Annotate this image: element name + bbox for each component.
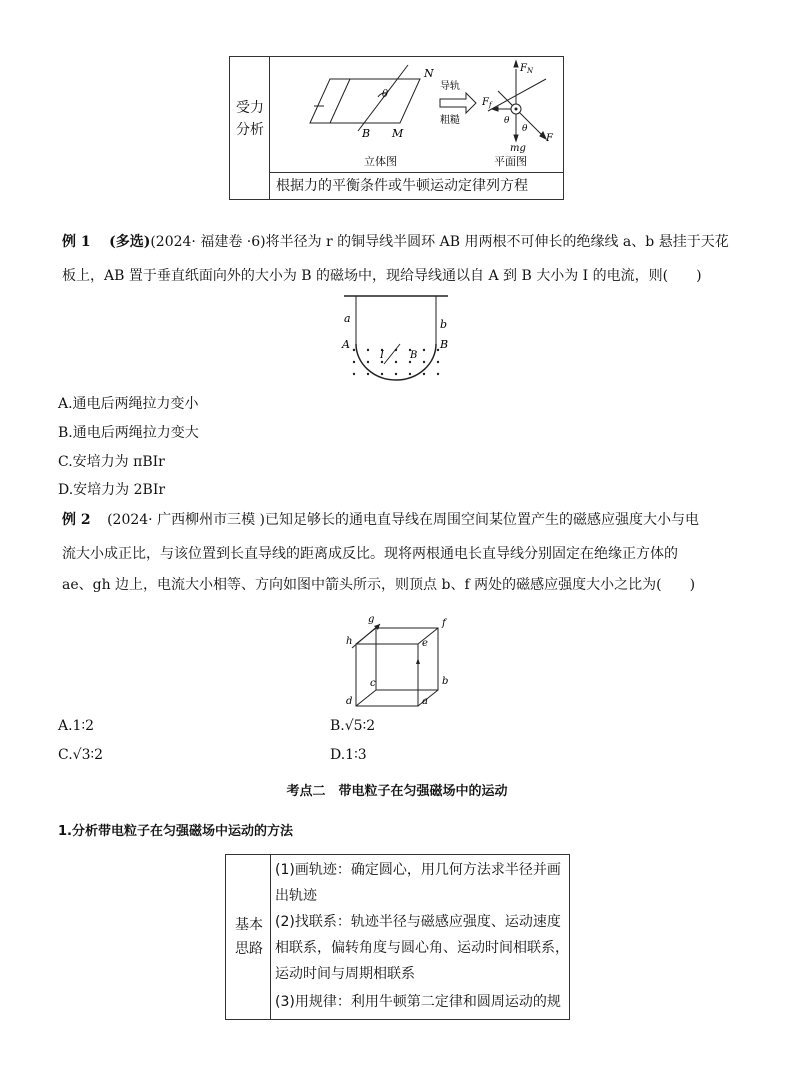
example2-cube-figure (342, 604, 454, 708)
label-theta-plane: θ (504, 116, 510, 126)
field-dots (353, 349, 439, 375)
example2-option-d: D.1∶3 (330, 747, 367, 763)
cube-label-b: b (442, 676, 449, 687)
label-mg: mg (510, 143, 526, 154)
method-table (225, 854, 570, 1020)
cube-label-d: d (346, 696, 353, 707)
example1-text1: 将半径为 r 的铜导线半圆环 AB 用两根不可伸长的绝缘线 a、b 悬挂于天花 (265, 234, 729, 250)
label-Ff: $F_f$ (482, 97, 492, 109)
example2-option-b: B.√5∶2 (330, 718, 376, 734)
label-FN: $F_N$ (520, 63, 534, 75)
label-B: B (362, 127, 371, 140)
example1-figure (340, 292, 460, 384)
method-line: 出轨迹 (275, 888, 317, 904)
rail-3d-figure (310, 65, 420, 131)
method-line: (2)找联系：轨迹半径与磁感应强度、运动速度 (275, 914, 561, 930)
example2-option-a: A.1∶2 (58, 718, 95, 734)
label-N: N (424, 67, 434, 80)
label-B-field: B (410, 350, 418, 361)
cube-label-f: f (442, 618, 446, 629)
label-theta: θ (382, 89, 389, 100)
method-line: 相联系，偏转角度与圆心角、运动时间相联系， (275, 940, 569, 956)
cube-label-h: h (346, 636, 353, 647)
example1-line2: 板上，AB 置于垂直纸面向外的大小为 B 的磁场中，现给导线通以自 A 到 B 大小为 I 的电流，则( ) (62, 268, 702, 284)
caption-plane: 平面图 (494, 155, 527, 168)
example2-tag: 例 2 (62, 512, 91, 528)
label-b: b (440, 318, 448, 331)
force-vectors (488, 61, 546, 141)
section2-subtitle: 1.分析带电粒子在匀强磁场中运动的方法 (58, 824, 293, 839)
force-analysis-conclusion: 根据力的平衡条件或牛顿运动定律列方程 (276, 178, 528, 194)
cube-label-a: a (422, 696, 428, 707)
force-analysis-table (229, 56, 564, 200)
example2-option-c: C.√3∶2 (58, 747, 104, 763)
example2-line3: ae、gh 边上，电流大小相等、方向如图中箭头所示，则顶点 b、f 两处的磁感应强度大小之比为( ) (62, 577, 696, 593)
label-theta-plane-2: θ (522, 124, 528, 134)
arrow-label-top: 导轨 (440, 81, 460, 92)
example1-option-d: D.安培力为 2BIr (58, 482, 166, 498)
cube-label-c: c (370, 678, 376, 689)
transform-arrow (440, 93, 476, 113)
method-label: 基本思路 (235, 917, 263, 957)
example1-line1 (62, 232, 729, 252)
example1-option-b: B.通电后两绳拉力变大 (58, 425, 199, 441)
label-A: A (342, 338, 350, 351)
example1-option-c: C.安培力为 πBIr (58, 454, 165, 470)
label-F: F (546, 133, 553, 144)
example1-tag: 例 1 (62, 234, 91, 250)
section2-title: 考点二 带电粒子在匀强磁场中的运动 (286, 784, 508, 799)
table-divider (270, 855, 271, 1019)
example1-option-a: A.通电后两绳拉力变小 (58, 396, 199, 412)
label-B-right: B (440, 338, 449, 351)
example2-line2: 流大小成正比，与该位置到长直导线的距离成反比。现将两根通电长直导线分别固定在绝缘正方体的 (62, 546, 678, 562)
cube-label-g: g (368, 614, 375, 625)
arrow-label-bottom: 粗糙 (440, 115, 460, 126)
label-I: I (380, 350, 384, 361)
method-line: (1)画轨迹：确定圆心，用几何方法求半径并画 (275, 862, 561, 878)
example1-type: (多选) (109, 234, 151, 250)
table-divider (269, 172, 563, 173)
method-line: 运动时间与周期相联系 (275, 966, 415, 982)
example1-source: (2024· 福建卷 ·6) (150, 234, 266, 250)
example2-line1 (62, 510, 699, 530)
example2-text1: 已知足够长的通电直导线在周围空间某位置产生的磁感应强度大小与电 (264, 512, 699, 528)
force-analysis-diagram (270, 57, 564, 172)
method-line: (3)用规律：利用牛顿第二定律和圆周运动的规 (275, 994, 561, 1010)
caption-3d: 立体图 (364, 155, 397, 168)
cube-label-e: e (422, 638, 428, 649)
label-a: a (344, 312, 351, 325)
label-M: M (392, 127, 404, 140)
example2-source: (2024· 广西柳州市三模 ) (107, 512, 265, 528)
force-analysis-label: 受力分析 (236, 100, 264, 138)
